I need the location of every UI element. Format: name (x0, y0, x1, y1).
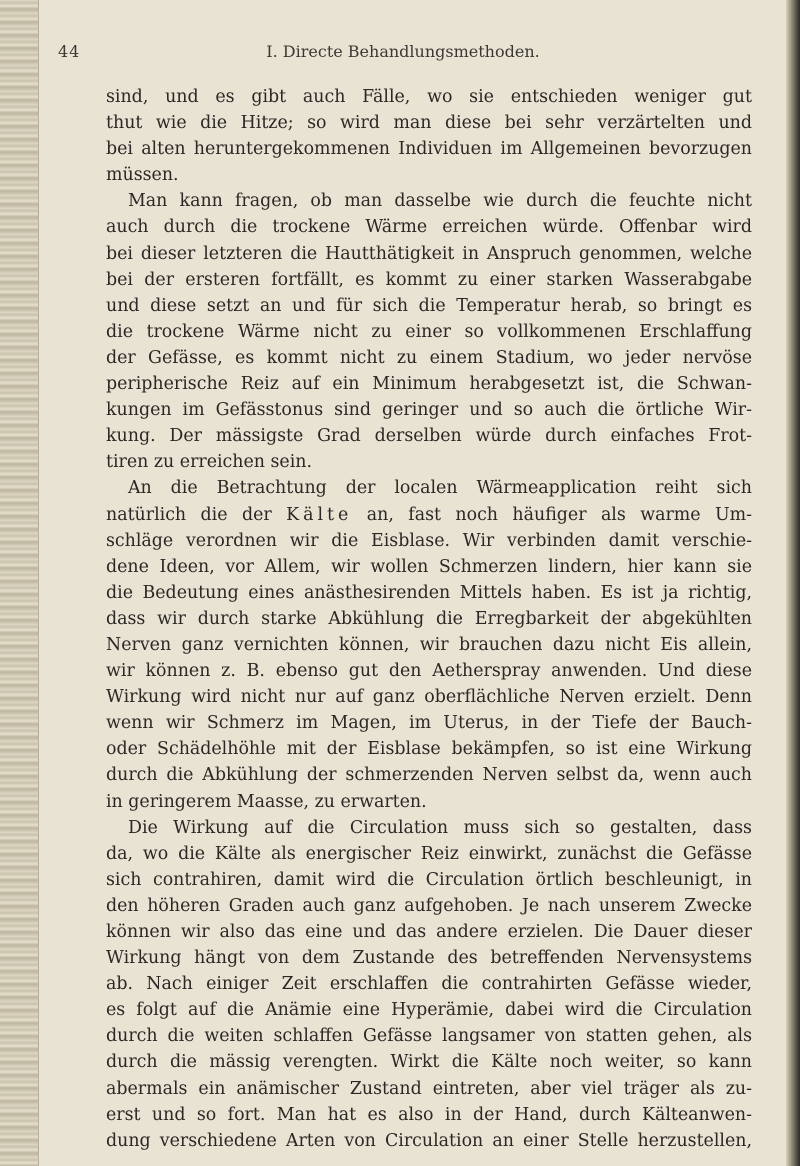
text-line: erst und so fort. Man hat es also in der Hand, durch Kälteanwen- (106, 1104, 752, 1125)
text-line (106, 502, 752, 528)
text-line: peripherische Reiz auf ein Minimum herabgesetzt ist, die Schwan- (106, 374, 752, 395)
text-line: sind, und es gibt auch Fälle, wo sie entschieden weniger gut (106, 87, 752, 107)
text-line: bei alten heruntergekommenen Individuen im Allgemeinen bevorzugen (106, 139, 752, 160)
text-line: tiren zu erreichen sein. (106, 452, 313, 473)
emphasized-term: Kälte (286, 504, 353, 525)
text-line: ab. Nach einiger Zeit erschlaffen die contrahirten Gefässe wieder, (106, 974, 752, 995)
text-line: An die Betrachtung der localen Wärmeapplication reiht sich (128, 478, 752, 499)
text-line: durch die Abkühlung der schmerzenden Nerven selbst da, wenn auch (106, 765, 752, 786)
text-line: wir können z. B. ebenso gut den Aetherspray anwenden. Und diese (106, 661, 752, 682)
text-line: dene Ideen, vor Allem, wir wollen Schmerzen lindern, hier kann sie (106, 556, 752, 577)
text-line: thut wie die Hitze; so wird man diese bei sehr verzärtelten und (106, 113, 752, 134)
text-segment: an, fast noch häufiger als warme Um- (366, 504, 752, 525)
text-line: bei dieser letzteren die Hautthätigkeit in Anspruch genommen, welche (106, 243, 752, 264)
page-header (58, 42, 748, 72)
text-line: durch die weiten schlaffen Gefässe langsamer von statten gehen, als (106, 1026, 752, 1047)
text-line: durch die mässig verengten. Wirkt die Kälte noch weiter, so kann (106, 1052, 752, 1073)
text-line: die Bedeutung eines anästhesirenden Mittels haben. Es ist ja richtig, (106, 582, 752, 603)
text-line: abermals ein anämischer Zustand eintreten, aber viel träger als zu- (106, 1078, 752, 1099)
text-line: Wirkung wird nicht nur auf ganz oberflächliche Nerven erzielt. Denn (106, 687, 752, 708)
text-line: kungen im Gefässtonus sind geringer und so auch die örtliche Wir- (106, 400, 752, 421)
body-text (106, 84, 752, 1154)
text-line: in geringerem Maasse, zu erwarten. (106, 791, 427, 812)
text-line: schläge verordnen wir die Eisblase. Wir verbinden damit verschie- (106, 530, 752, 551)
page-left-edge (0, 0, 39, 1166)
text-line: bei der ersteren fortfällt, es kommt zu einer starken Wasserabgabe (106, 269, 752, 290)
text-line: der Gefässe, es kommt nicht zu einem Stadium, wo jeder nervöse (106, 347, 752, 368)
text-line: dung verschiedene Arten von Circulation an einer Stelle herzustellen, (106, 1130, 752, 1151)
text-line: können wir also das eine und das andere erzielen. Die Dauer dieser (106, 922, 752, 942)
text-line: da, wo die Kälte als energischer Reiz einwirkt, zunächst die Gefässe (106, 843, 752, 864)
text-line: Wirkung hängt von dem Zustande des betreffenden Nervensystems (106, 948, 752, 969)
text-segment: natürlich die der (106, 504, 272, 525)
text-line: oder Schädelhöhle mit der Eisblase bekämpfen, so ist eine Wirkung (106, 739, 752, 760)
text-line: kung. Der mässigste Grad derselben würde durch einfaches Frot- (106, 426, 752, 447)
text-line: auch durch die trockene Wärme erreichen würde. Offenbar wird (106, 217, 752, 238)
text-line: die trockene Wärme nicht zu einer so vollkommenen Erschlaffung (106, 321, 752, 342)
running-title: I. Directe Behandlungsmethoden. (266, 42, 540, 61)
text-line: dass wir durch starke Abkühlung die Erregbarkeit der abgekühlten (106, 608, 752, 629)
text-line: es folgt auf die Anämie eine Hyperämie, dabei wird die Circulation (106, 1000, 752, 1021)
page-number: 44 (58, 42, 81, 61)
text-line: Nerven ganz vernichten können, wir brauchen dazu nicht Eis allein, (106, 634, 752, 655)
text-line: den höheren Graden auch ganz aufgehoben. Je nach unserem Zwecke (106, 895, 752, 916)
page-right-edge (786, 0, 800, 1166)
text-line: Man kann fragen, ob man dasselbe wie durch die feuchte nicht (128, 191, 752, 212)
text-line: müssen. (106, 165, 179, 186)
text-line: und diese setzt an und für sich die Temperatur herab, so bringt es (106, 295, 752, 316)
text-line: Die Wirkung auf die Circulation muss sich so gestalten, dass (128, 817, 752, 838)
text-line: wenn wir Schmerz im Magen, im Uterus, in der Tiefe der Bauch- (106, 713, 752, 734)
text-line: sich contrahiren, damit wird die Circulation örtlich beschleunigt, in (106, 869, 752, 890)
